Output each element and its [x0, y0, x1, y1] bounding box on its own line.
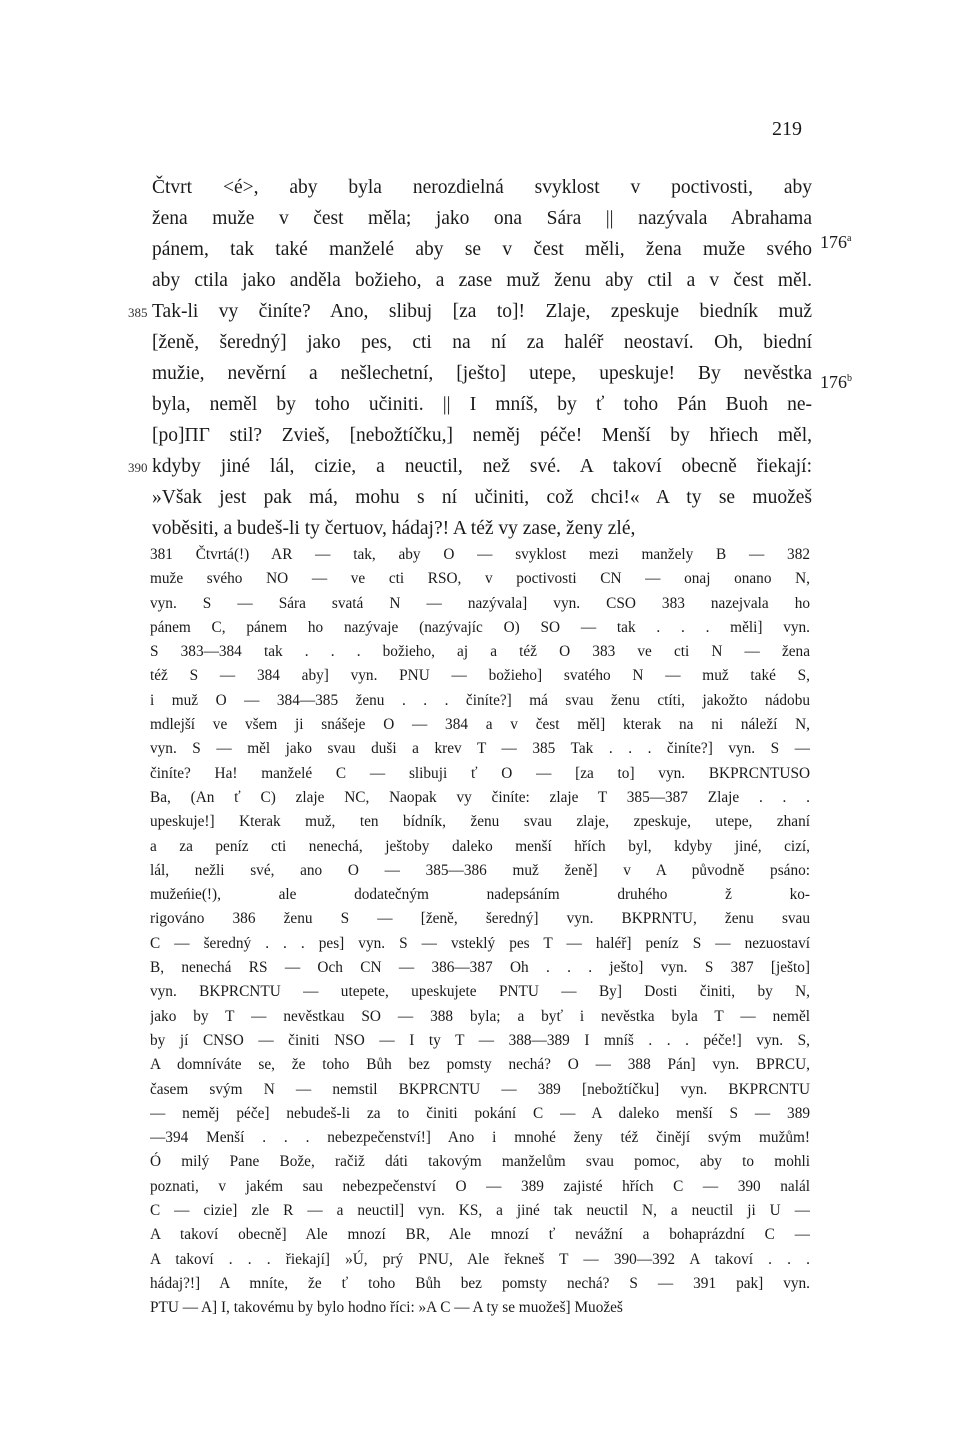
text-line: žena muže v čest měla; jako ona Sára || nazývala Abrahama: [152, 208, 812, 229]
line-number: 390: [128, 460, 148, 475]
text-line: aby ctila jako anděla božieho, a zase muž ženu aby ctil a v čest měl.: [152, 270, 812, 291]
footnote-line: PTU — A] I, takovému by bylo hodno říci: »A C — A ty se muožeš] Muožeš: [150, 1299, 623, 1317]
text-line: 385 Tak-li vy činíte? Ano, slibuj [za to]! Zlaje, zpeskuje biedník muž: [152, 296, 812, 327]
footnote-line: B, nenechá RS — Och CN — 386—387 Oh . . . ješto] vyn. S 387 [ješto]: [150, 959, 810, 977]
footnote-line: mužeńie(!), ale dodatečným nadepsáním druhého ž ko-: [150, 886, 810, 904]
text-line: »Však jest pak má, mohu s ní učiniti, což chci!« A ty se muožeš: [152, 487, 812, 508]
footnote-line: vyn. S — Sára svatá N — nazývala] vyn. CSO 383 nazejvala ho: [150, 594, 810, 612]
footnote-line: muže svého NO — ve cti RSO, v poctivosti CN — onaj onano N,: [150, 570, 810, 588]
page-number: 219: [772, 118, 802, 140]
footnote-line: jako by T — nevěstkau SO — 388 byla; a byť i nevěstka byla T — neměl: [150, 1007, 810, 1025]
text-line: byla, neměl by toho učiniti. || I mníš, by ť toho Pán Buoh ne-: [152, 394, 812, 415]
footnote-line: Ba, (An ť C) zlaje NC, Naopak vy činíte: zlaje T 385—387 Zlaje . . .: [150, 788, 810, 806]
footnote-line: S 383—384 tak . . . božieho, aj a též O 383 ve cti N — žena: [150, 643, 810, 661]
footnote-line: 381 Čtvrtá(!) AR — tak, aby O — svyklost mezi manžely B — 382: [150, 546, 810, 563]
critical-apparatus: [150, 543, 810, 1321]
text-line: [po]ПΓ stil? Zvieš, [nebožtíčku,] neměj péče! Menší by hřiech měl,: [152, 425, 812, 446]
footnote-line: by jí CNSO — činiti NSO — I ty T — 388—389 I mníš . . . péče!] vyn. S,: [150, 1031, 810, 1049]
footnote-line: —394 Menší . . . nebezpečenství!] Ano i mnohé ženy též činějí svým mužům!: [150, 1129, 810, 1147]
text-line: Čtvrt <é>, aby byla nerozdielná svyklost v poctivosti, aby: [152, 177, 812, 198]
footnote-line: pánem C, pánem ho nazývaje (nazývajíc O) SO — tak . . . měli] vyn.: [150, 618, 810, 636]
text-line: pánem, tak také manželé aby se v čest měli, žena muže svého: [152, 239, 812, 260]
footnote-line: Ó milý Pane Bože, račiž dáti takovým manželům svau pomoc, aby to mohli: [150, 1153, 810, 1171]
text-line: 390 kdyby jiné lál, cizie, a neuctil, než své. A takoví obecně řiekají:: [152, 451, 812, 482]
footnote-line: mdlejší ve všem ji snášeje O — 384 a v čest měl] kterak na ni náleží N,: [150, 716, 810, 734]
footnote-line: poznati, v jakém sau nebezpečenství O — 389 zajisté hřích C — 390 nalál: [150, 1177, 810, 1195]
footnote-line: A takoví . . . řiekají] »Ú, prý PNU, Ale řekneš T — 390—392 A takoví . . .: [150, 1250, 810, 1268]
footnote-line: činíte? Ha! manželé C — slibuji ť O — [za to] vyn. BKPRCNTUSO: [150, 764, 810, 782]
footnote-line: lál, nežli své, ano O — 385—386 muž ženě] v A původně psáno:: [150, 861, 810, 879]
footnote-line: — neměj péče] nebudeš-li za to činiti pokání C — A daleko menší S — 389: [150, 1104, 810, 1122]
text-line: mužie, nevěrní a nešlechetní, [ješto] utepe, upeskuje! By nevěstka: [152, 363, 812, 384]
margin-note-176a: 176$^a$: [820, 232, 852, 252]
footnote-line: C — šeredný . . . pes] vyn. S — vsteklý pes T — haléř] peníz S — nezuostaví: [150, 934, 810, 952]
footnote-line: rigováno 386 ženu S — [ženě, šeredný] vyn. BKPRNTU, ženu svau: [150, 910, 810, 928]
footnote-line: vyn. BKPRCNTU — utepete, upeskujete PNTU — By] Dosti činiti, by N,: [150, 983, 810, 1001]
footnote-line: hádaj?!] A mníte, že ť toho Bůh bez pomsty nechá? S — 391 pak] vyn.: [150, 1274, 810, 1292]
footnote-line: též S — 384 aby] vyn. PNU — božieho] svatého N — muž také S,: [150, 667, 810, 685]
line-number: 385: [128, 305, 148, 320]
footnote-line: vyn. S — měl jako svau duši a krev T — 385 Tak . . . činíte?] vyn. S —: [150, 740, 810, 758]
footnote-line: A domníváte se, že toho Bůh bez pomsty nechá? O — 388 Pán] vyn. BPRCU,: [150, 1056, 810, 1074]
footnote-line: C — cizie] zle R — a neuctil] vyn. KS, a jiné tak neuctil N, a neuctil ji U —: [150, 1202, 810, 1220]
margin-note-176b: 176$^b$: [820, 372, 852, 392]
footnote-line: a za peníz cti nenechá, ještoby daleko menší hřích byl, kdyby jiné, cizí,: [150, 837, 810, 855]
footnote-line: i muž O — 384—385 ženu . . . činíte?] má svau ženu ctíti, jakožto nádobu: [150, 691, 810, 709]
text-line: voběsiti, a budeš-li ty čertuov, hádaj?! A též vy zase, ženy zlé,: [152, 518, 636, 539]
main-text: [128, 172, 812, 544]
footnote-line: časem svým N — nemstil BKPRCNTU — 389 [nebožtíčku] vyn. BKPRCNTU: [150, 1080, 810, 1098]
footnote-line: A takoví obecně] Ale mnozí BR, Ale mnozí ť nevážní a bohaprázdní C —: [150, 1226, 810, 1244]
text-line: [ženě, šeredný] jako pes, cti na ní za haléř neostaví. Oh, biední: [152, 332, 812, 353]
footnote-line: upeskuje!] Kterak muž, ten bídník, ženu svau zlaje, zpeskuje, utepe, zhaní: [150, 813, 810, 831]
